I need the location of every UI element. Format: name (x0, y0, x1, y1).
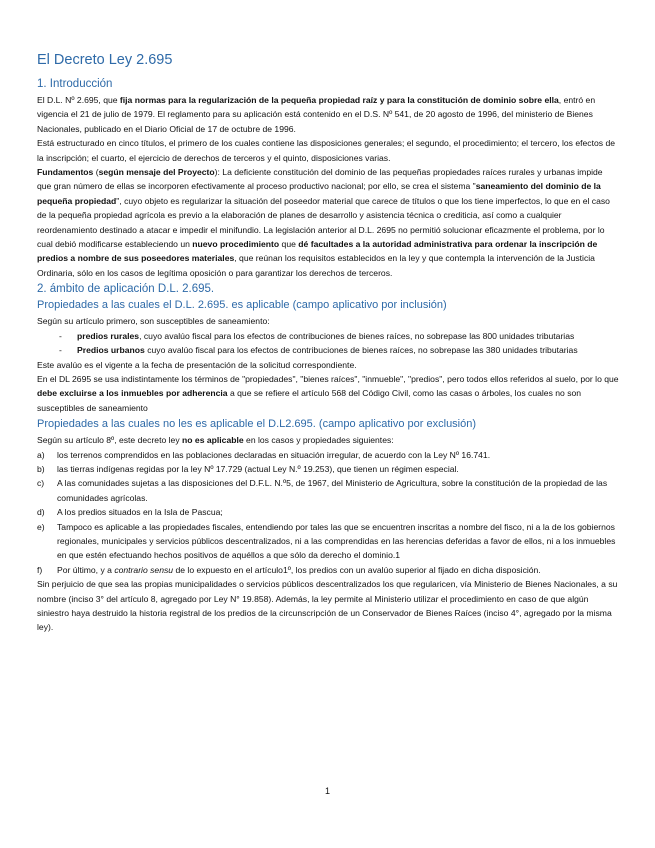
subheading-inclusion: Propiedades a las cuales el D.L. 2.695. es aplicable (campo aplicativo por inclusión) (37, 299, 447, 312)
list-item: c) A las comunidades sujetas a las disposiciones del D.F.L. N.º5, de 1967, del Ministerio de Agricultura, sobre la constitución de la propiedad de las comunidades agrícolas. (37, 478, 608, 503)
paragraph-intro: El D.L. Nº 2.695, que fija normas para la regularización de la pequeña propiedad raíz y para la constitución de dominio sobre ella, entró en vigencia el 21 de julio de 1979. El reglamento para su aplicación está contenido en el D.S. Nº 541, de 20 agosto de 1996, del ministerio de Bienes Nacionales, publicado en el Diario Oficial de 17 de octubre de 1996. (37, 95, 596, 134)
section-heading-ambito: 2. ámbito de aplicación D.L. 2.695. (37, 283, 215, 296)
paragraph-terminos: En el DL 2695 se usa indistintamente los términos de "propiedades", "bienes raíces", "inmueble", "predios", pero todos ellos referidos al suelo, por lo que debe excluirse a los inmuebles por adherencia a que se refiere el artículo 568 del Código Civil, como las casas o árboles, los cuales no son susceptibles de saneamiento (37, 373, 619, 413)
exclusion-list (37, 448, 619, 578)
document-title: El Decreto Ley 2.695 (37, 52, 173, 68)
list-item: d) A los predios situados en la Isla de Pascua; (37, 507, 223, 518)
paragraph-avaluo: Este avalúo es el vigente a la fecha de presentación de la solicitud correspondiente. (37, 359, 357, 370)
subheading-exclusion: Propiedades a las cuales no les es aplicable el D.L2.695. (campo aplicativo por exclusión) (37, 418, 477, 431)
paragraph-structure: Está estructurado en cinco títulos, el primero de los cuales contiene las disposiciones generales; el segundo, el procedimiento; el tercero, los efectos de la inscripción; el cuarto, el ejercicio de derechos de terceros y el quinto, disposiciones varias. (37, 138, 616, 163)
page-number: 1 (324, 786, 330, 796)
list-item: a) los terrenos comprendidos en las poblaciones declaradas en situación irregular, de acuerdo con la Ley Nº 16.741. (37, 449, 491, 460)
paragraph-fundamentos: Fundamentos (según mensaje del Proyecto): La deficiente constitución del dominio de las pequeñas propiedades raíces rurales y urbanas impide que gran número de ellas se incorporen efectivamente al proceso productivo nacional; por ello, se crea el sistema "saneamiento del dominio de la pequeña propiedad", cuyo objeto es regularizar la situación del poseedor material que carece de títulos o que los tiene imperfectos, lo que en el caso de la pequeña propiedad agrícola es previo a la elaboración de planes de desarrollo y asistencia técnica o crediticia, así como a cualquier reordenamiento destinado a atacar e impedir el minifundio. La legislación anterior al D.L. 2695 no permitió solucionar eficazmente el problema, por lo cual debió modificarse estableciendo un nuevo procedimiento que dé facultades a la autoridad administrativa para ordenar la inscripción de predios a nombre de sus poseedores materiales, que reúnan los requisitos establecidos en la ley y que contempla la intervención de la Justicia Ordinaria, sólo en los casos de legítima oposición o para garantizar los derechos de terceros. (37, 167, 610, 278)
paragraph-inclusion-intro: Según su artículo primero, son susceptibles de saneamiento: (37, 316, 270, 327)
list-item: - predios rurales, cuyo avalúo fiscal para los efectos de contribuciones de bienes raíces, no sobrepase las 800 unidades tributarias (59, 330, 575, 341)
section-heading-introduccion: 1. Introducción (37, 78, 113, 90)
list-item: - Predios urbanos cuyo avalúo fiscal para los efectos de contribuciones de bienes raíces, no sobrepase las 380 unidades tributarias (59, 345, 578, 356)
paragraph-final: Sin perjuicio de que sea las propias municipalidades o servicios públicos descentralizados los que regularicen, vía Ministerio de Bienes Nacionales, a su nombre (inciso 3° del artículo 8, agregado por Ley N° 19.858). Además, la ley permite al Ministerio utilizar el procedimiento en caso de que algún siniestro haya destruido la historia registral de los predios de la circunscripción de un Conservador de Bienes Raíces (inciso 4°, agregado por la misma ley). (37, 579, 618, 633)
list-item: b) las tierras indígenas regidas por la ley Nº 17.729 (actual Ley N.º 19.253), que tienen un régimen especial. (37, 463, 459, 474)
list-item: f) Por último, y a contrario sensu de lo expuesto en el artículo1º, los predios con un avalúo superior al fijado en dicha disposición. (37, 564, 541, 575)
paragraph-exclusion-intro: Según su artículo 8º, este decreto ley no es aplicable en los casos y propiedades siguientes: (37, 435, 394, 446)
list-item: e) Tampoco es aplicable a las propiedades fiscales, entendiendo por tales las que se encuentren inscritas a nombre del fisco, ni a la de los gobiernos regionales, municipales y servicios públicos descentralizados, ni a las comprendidas en las herencias deferidas a favor de ellos, ni a los inmuebles en que estén efectuando hechos positivos de aquéllos a que sólo da derecho el dominio.1 (37, 521, 616, 561)
inclusion-list (37, 329, 619, 358)
document-body (37, 52, 619, 635)
